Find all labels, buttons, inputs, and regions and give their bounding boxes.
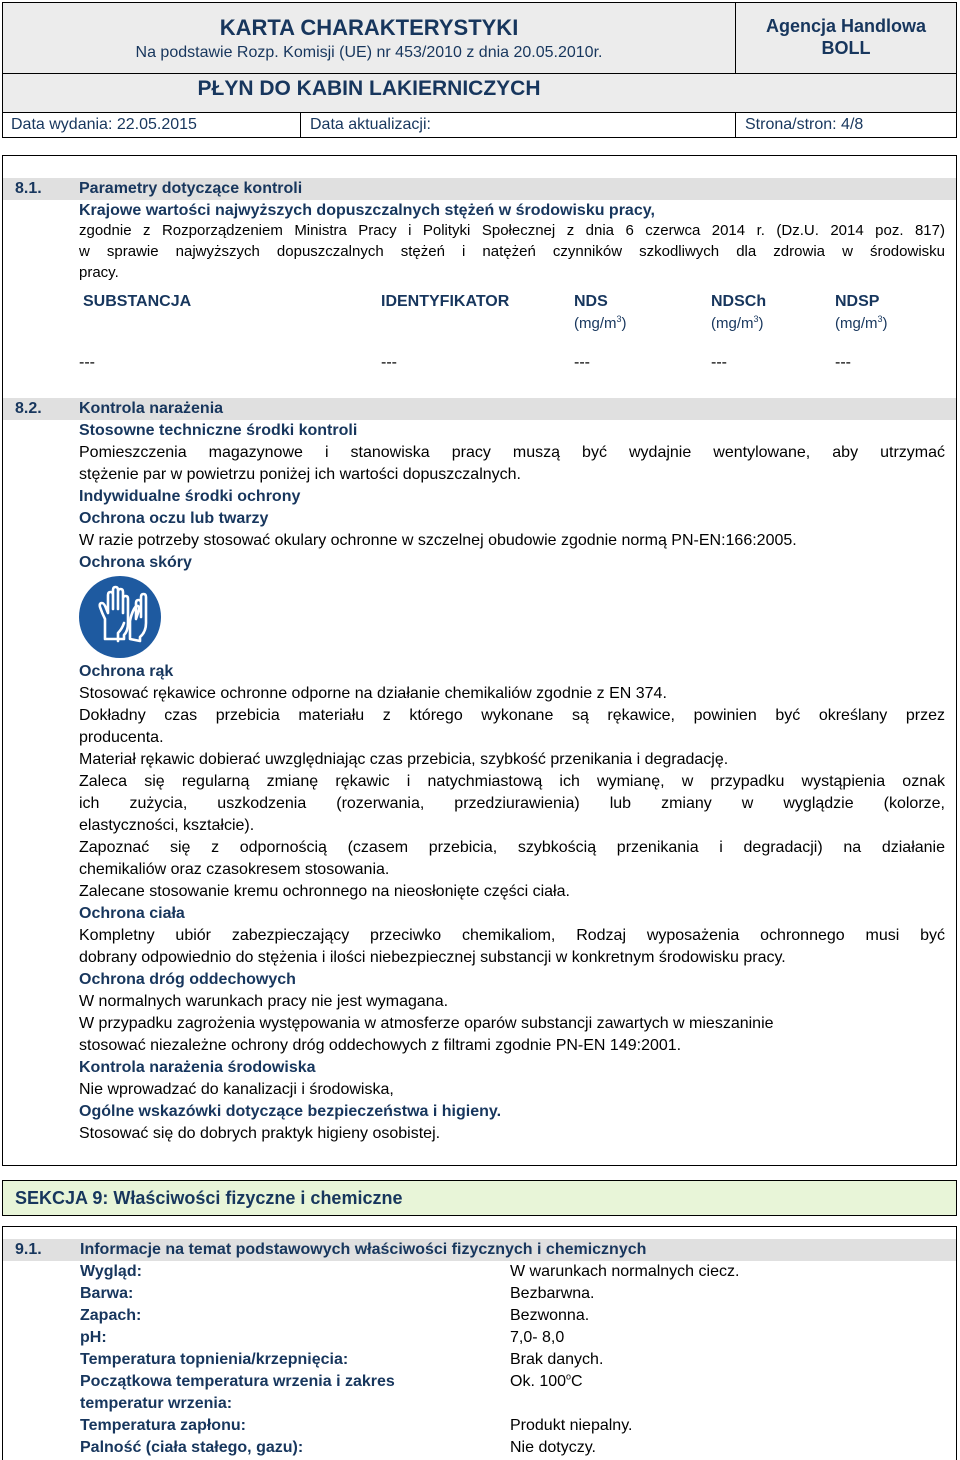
issue-date: Data wydania: 22.05.2015 xyxy=(11,116,197,133)
subheading: Ochrona dróg oddechowych xyxy=(79,971,296,988)
table-cell: --- xyxy=(835,354,851,371)
paragraph: Kompletny ubiór zabezpieczający przeciwko chemikaliom, Rodzaj wyposażenia ochronnego musi być xyxy=(79,927,945,944)
regulation-text: zgodnie z Rozporządzeniem Ministra Pracy i Polityki Społecznej z dnia 6 czerwca 2014 r. (Dz.U. 2014 poz. 817) xyxy=(79,222,945,239)
paragraph: Zapoznać się z odpornością (czasem przebicia, szybkością przenikania i degradacji) na działanie xyxy=(79,839,945,856)
unit-ndsch: $(mg/m^3)$ xyxy=(711,314,764,332)
property-value: Ok. 100$^o$C xyxy=(510,1371,583,1390)
property-label: pH: xyxy=(80,1329,107,1346)
paragraph: W przypadku zagrożenia występowania w atmosferze oparów substancji zawartych w mieszaninie xyxy=(79,1015,774,1032)
section-title: Informacje na temat podstawowych właściwości fizycznych i chemicznych xyxy=(80,1241,647,1258)
subheading: Ochrona ciała xyxy=(79,905,185,922)
section-title: Parametry dotyczące kontroli xyxy=(79,180,303,197)
col-identyfikator: IDENTYFIKATOR xyxy=(381,293,510,310)
property-value: W warunkach normalnych ciecz. xyxy=(510,1263,740,1280)
section-number: 8.2. xyxy=(15,400,42,417)
section-title: Kontrola narażenia xyxy=(79,400,224,417)
section-subtitle: Krajowe wartości najwyższych dopuszczalnych stężeń w środowisku pracy, xyxy=(79,202,655,219)
header-divider xyxy=(3,73,956,74)
paragraph: chemikaliów oraz czasokresem stosowania. xyxy=(79,861,390,878)
subheading: Indywidualne środki ochrony xyxy=(79,488,301,505)
paragraph: Zalecane stosowanie kremu ochronnego na nieosłonięte części ciała. xyxy=(79,883,570,900)
property-label: Palność (ciała stałego, gazu): xyxy=(80,1439,304,1456)
property-value: Nie dotyczy. xyxy=(510,1439,596,1456)
paragraph: Nie wprowadzać do kanalizacji i środowiska, xyxy=(79,1081,394,1098)
col-nds: NDS xyxy=(574,293,608,310)
property-value: Bezwonna. xyxy=(510,1307,590,1324)
property-label: Początkowa temperatura wrzenia i zakres xyxy=(80,1373,395,1390)
property-value: Brak danych. xyxy=(510,1351,604,1368)
paragraph: Zaleca się regularną zmianę rękawic i natychmiastową ich wymianę, w przypadku wystąpienia oznak xyxy=(79,773,945,790)
document-header xyxy=(2,2,957,138)
paragraph: Pomieszczenia magazynowe i stanowiska pracy muszą być wydajnie wentylowane, aby utrzymać xyxy=(79,444,945,461)
subheading: Ochrona rąk xyxy=(79,663,174,680)
paragraph: Dokładny czas przebicia materiału z którego wykonane są rękawice, powinien być określany przez xyxy=(79,707,945,724)
company-name xyxy=(736,15,956,59)
meta-divider xyxy=(735,113,736,138)
paragraph: dobrany odpowiednio do stężenia i ilości niebezpiecznej substancji w konkretnym środowisku pracy. xyxy=(79,949,786,966)
regulation-text: pracy. xyxy=(79,264,119,281)
col-substancja: SUBSTANCJA xyxy=(83,293,192,310)
document-subtitle: Na podstawie Rozp. Komisji (UE) nr 453/2010 z dnia 20.05.2010r. xyxy=(135,44,603,61)
protective-gloves-icon xyxy=(78,575,162,659)
subheading: Stosowne techniczne środki kontroli xyxy=(79,422,358,439)
header-meta-row xyxy=(3,113,956,138)
unit-nds: $(mg/m^3)$ xyxy=(574,314,627,332)
subheading: Ochrona oczu lub twarzy xyxy=(79,510,269,527)
section-number: 8.1. xyxy=(15,180,42,197)
meta-divider xyxy=(300,113,301,138)
header-top xyxy=(3,3,956,113)
property-label: Temperatura zapłonu: xyxy=(80,1417,246,1434)
paragraph: Stosować rękawice ochronne odporne na działanie chemikaliów zgodnie z EN 374. xyxy=(79,685,667,702)
paragraph: Materiał rękawic dobierać uwzględniając czas przebicia, szybkość przenikania i degradację. xyxy=(79,751,729,768)
document-title: KARTA CHARAKTERYSTYKI xyxy=(219,15,519,40)
property-value: 7,0- 8,0 xyxy=(510,1329,565,1346)
property-label: temperatur wrzenia: xyxy=(80,1395,233,1412)
table-cell: --- xyxy=(79,354,95,371)
paragraph: elastyczności, kształcie). xyxy=(79,817,255,834)
regulation-text: w sprawie najwyższych dopuszczalnych stężeń i natężeń czynników szkodliwych dla zdrowia w środowisku xyxy=(79,243,945,260)
company-line1: Agencja Handlowa xyxy=(765,16,927,36)
unit-ndsp: $(mg/m^3)$ xyxy=(835,314,888,332)
paragraph: ich zużycia, uszkodzenia (rozerwania, przedziurawienia) lub zmiany w wyglądzie (kolorze, xyxy=(79,795,945,812)
property-label: Zapach: xyxy=(80,1307,142,1324)
section-number: 9.1. xyxy=(15,1241,42,1258)
section-9-title: SEKCJA 9: Właściwości fizyczne i chemiczne xyxy=(15,1188,403,1208)
section-8-box xyxy=(2,155,957,1166)
property-label: Barwa: xyxy=(80,1285,134,1302)
subheading: Kontrola narażenia środowiska xyxy=(79,1059,316,1076)
paragraph: producenta. xyxy=(79,729,164,746)
subheading: Ochrona skóry xyxy=(79,554,192,571)
table-cell: --- xyxy=(381,354,397,371)
subheading: Ogólne wskazówki dotyczące bezpieczeństwa i higieny. xyxy=(79,1103,502,1120)
table-cell: --- xyxy=(574,354,590,371)
paragraph: W razie potrzeby stosować okulary ochronne w szczelnej obudowie zgodnie normą PN-EN:166:2005. xyxy=(79,532,797,549)
property-label: Temperatura topnienia/krzepnięcia: xyxy=(80,1351,349,1368)
paragraph: W normalnych warunkach pracy nie jest wymagana. xyxy=(79,993,449,1010)
company-line2: BOLL xyxy=(821,38,871,58)
property-value: Bezbarwna. xyxy=(510,1285,595,1302)
col-ndsch: NDSCh xyxy=(711,293,767,310)
section-9-box xyxy=(2,1226,957,1460)
paragraph: stosować niezależne ochrony dróg oddechowych z filtrami zgodnie PN-EN 149:2001. xyxy=(79,1037,682,1054)
paragraph: stężenie par w powietrzu poniżej ich wartości dopuszczalnych. xyxy=(79,466,521,483)
property-label: Wygląd: xyxy=(80,1263,142,1280)
col-ndsp: NDSP xyxy=(835,293,880,310)
paragraph: Stosować się do dobrych praktyk higieny osobistej. xyxy=(79,1125,441,1142)
table-cell: --- xyxy=(711,354,727,371)
product-name: PŁYN DO KABIN LAKIERNICZYCH xyxy=(197,77,541,100)
page-number: Strona/stron: 4/8 xyxy=(745,116,864,133)
section-9-header xyxy=(2,1180,957,1216)
property-value: Produkt niepalny. xyxy=(510,1417,633,1434)
update-date: Data aktualizacji: xyxy=(310,116,431,133)
